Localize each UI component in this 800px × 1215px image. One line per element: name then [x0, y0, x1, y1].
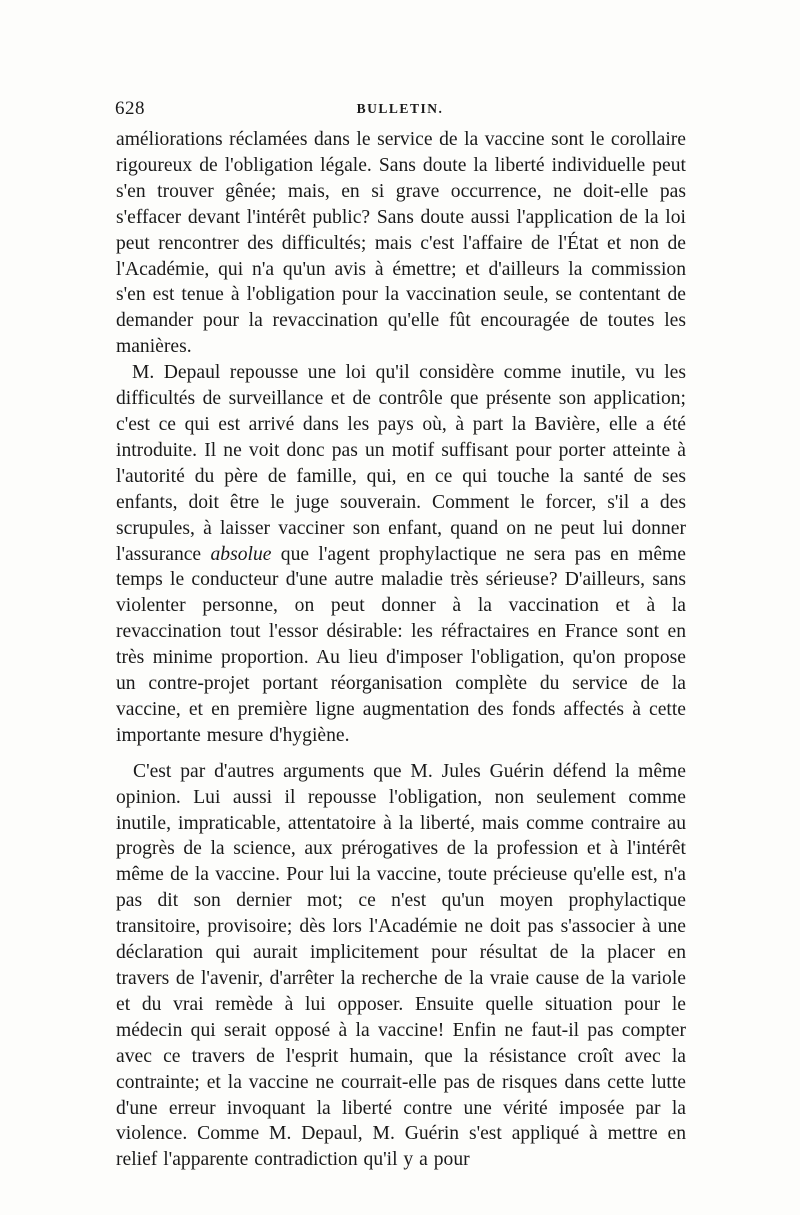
- paragraph-text: M. Depaul repousse une loi qu'il considère comme inutile, vu les difficultés de surveillance et de contrôle que présente son application; c'est ce qui est arrivé dans les pays où, à part la Bavière, elle a été introduite. Il ne voit donc pas un motif suffisant pour porter atteinte à l'autorité du père de famille, qui, en ce qui touche la santé de ses enfants, doit être le juge souverain. Comment le forcer, s'il a des scrupules, à laisser vacciner son enfant, quand on ne peut lui donner l'assurance: [116, 362, 686, 565]
- emphasized-word: absolue: [210, 543, 272, 565]
- paragraph-text: que l'agent prophylactique ne sera pas en même temps le conducteur d'une autre maladie très sérieuse? D'ailleurs, sans violenter personne, on peut donner à la vaccination et à la revaccination tout l'essor désirable: les réfractaires en France sont en très minime proportion. Au lieu d'imposer l'obligation, qu'on propose un contre-projet portant réorganisation complète du service de la vaccine, et en première ligne augmentation des fonds affectés à cette importante mesure d'hygiène.: [116, 543, 686, 746]
- paragraph-guerin: C'est par d'autres arguments que M. Jules Guérin défend la même opinion. Lui aussi il repousse l'obligation, non seulement comme inutile, impraticable, attentatoire à la liberté, mais comme contraire au progrès de la science, aux prérogatives de la profession et à l'intérêt même de la vaccine. Pour lui la vaccine, toute précieuse qu'elle est, n'a pas dit son dernier mot; ce n'est qu'un moyen prophylactique transitoire, provisoire; dès lors l'Académie ne doit pas s'associer à une déclaration qui aurait implicitement pour résultat de la placer en travers de l'avenir, d'arrêter la recherche de la vraie cause de la variole et du vrai remède à lui opposer. Ensuite quelle situation pour le médecin qui serait opposé à la vaccine! Enfin ne faut-il pas compter avec ce travers de l'esprit humain, que la résistance croît avec la contrainte; et la vaccine ne courrait-elle pas de risques dans cette lutte d'une erreur invoquant la liberté contre une vérité imposée par la violence. Comme M. Depaul, M. Guérin s'est appliqué à mettre en relief l'apparente contradiction qu'il y a pour: [116, 760, 686, 1171]
- running-title: BULLETIN.: [356, 101, 444, 116]
- body-text: [116, 127, 686, 1173]
- page-number: 628: [115, 98, 145, 119]
- paragraph-depaul: [116, 360, 686, 749]
- paragraph-continuation: améliorations réclamées dans le service de la vaccine sont le corollaire rigoureux de l'obligation légale. Sans doute la liberté individuelle peut s'en trouver gênée; mais, en si grave occurrence, ne doit-elle pas s'effacer devant l'intérêt public? Sans doute aussi l'application de la loi peut rencontrer des difficultés; mais c'est l'affaire de l'État et non de l'Académie, qui n'a qu'un avis à émettre; et d'ailleurs la commission s'en est tenue à l'obligation pour la vaccination seule, se contentant de demander pour la revaccination qu'elle fût encouragée de toutes les manières.: [116, 129, 686, 358]
- running-head: [115, 98, 685, 126]
